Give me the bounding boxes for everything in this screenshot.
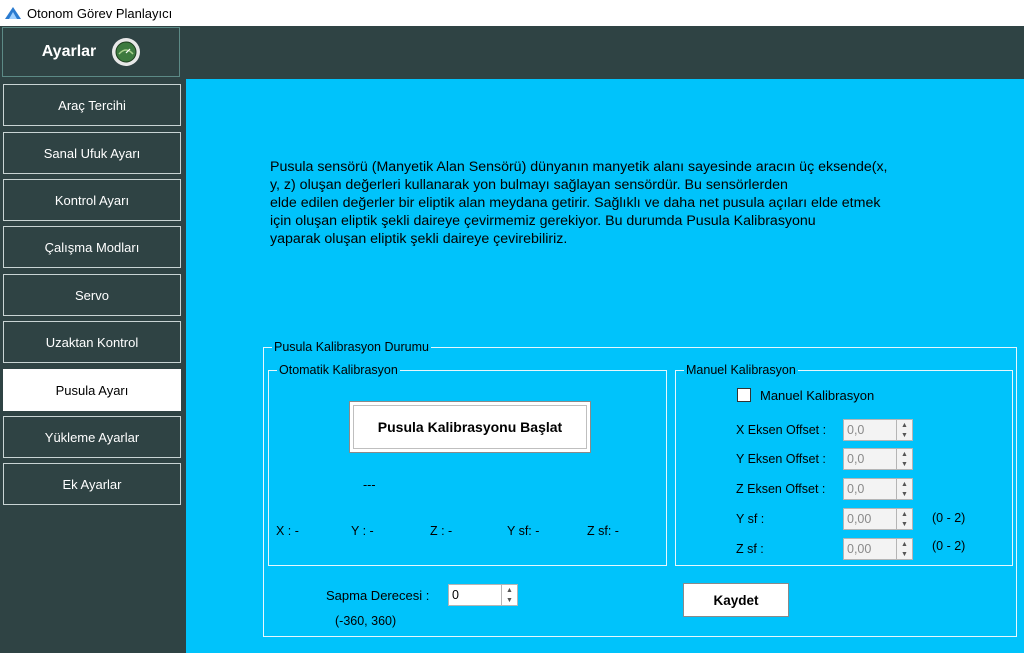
- settings-header: [2, 27, 180, 77]
- spinner-up-icon[interactable]: ▲: [506, 586, 513, 594]
- app-logo-icon: [4, 5, 22, 21]
- description-line: için oluşan eliptik şekli daireye çevirmemiz gerekiyor. Bu durumda Pusula Kalibrasyonu: [270, 213, 816, 229]
- z-offset-spinner[interactable]: [843, 478, 913, 500]
- description-line: Pusula sensörü (Manyetik Alan Sensörü) dünyanın manyetik alanı sayesinde aracın üç eksende(x,: [270, 159, 888, 175]
- sidebar-item-servo[interactable]: Servo: [3, 274, 181, 316]
- y-offset-label: Y Eksen Offset :: [736, 452, 826, 466]
- sidebar-item-uzaktan-kontrol[interactable]: Uzaktan Kontrol: [3, 321, 181, 363]
- zsf-range: (0 - 2): [932, 539, 966, 553]
- spinner-down-icon[interactable]: ▼: [901, 550, 908, 558]
- sidebar-item-calisma-modlari[interactable]: Çalışma Modları: [3, 226, 181, 268]
- calibration-status-group: [263, 340, 1017, 637]
- sidebar-item-pusula[interactable]: Pusula Ayarı: [3, 369, 181, 411]
- auto-calibration-group: [268, 363, 667, 566]
- zsf-label: Z sf :: [736, 542, 764, 556]
- save-button[interactable]: [683, 583, 789, 617]
- x-offset-value: 0,0: [847, 423, 865, 437]
- manual-calibration-checkbox-label: Manuel Kalibrasyon: [760, 388, 875, 403]
- spinner-up-icon[interactable]: ▲: [901, 450, 908, 458]
- z-offset-value: 0,0: [847, 482, 865, 496]
- sidebar-item-sanal-ufuk[interactable]: Sanal Ufuk Ayarı: [3, 132, 181, 174]
- zsf-spinner[interactable]: [843, 538, 913, 560]
- settings-title: Ayarlar: [41, 43, 97, 60]
- auto-calibration-legend: Otomatik Kalibrasyon: [279, 363, 398, 377]
- auto-z-value: Z : -: [430, 524, 453, 538]
- manual-calibration-checkbox[interactable]: [737, 388, 751, 402]
- description-line: elde edilen değerler bir eliptik alan meydana getirir. Sağlıklı ve daha net pusula açıları elde etmek: [270, 195, 881, 211]
- save-button-label: Kaydet: [713, 592, 759, 608]
- y-offset-value: 0,0: [847, 452, 865, 466]
- window-title: Otonom Görev Planlayıcı: [27, 5, 173, 21]
- spinner-up-icon[interactable]: ▲: [901, 421, 908, 429]
- spinner-down-icon[interactable]: ▼: [506, 596, 513, 604]
- deviation-value: 0: [452, 588, 459, 602]
- gauge-icon: [112, 38, 140, 66]
- spinner-down-icon[interactable]: ▼: [901, 520, 908, 528]
- ysf-label: Y sf :: [736, 512, 765, 526]
- spinner-down-icon[interactable]: ▼: [901, 490, 908, 498]
- manual-calibration-legend: Manuel Kalibrasyon: [686, 363, 796, 377]
- sidebar-item-kontrol[interactable]: Kontrol Ayarı: [3, 179, 181, 221]
- description-line: y, z) oluşan değerleri kullanarak yon bulmayı sağlayan sensördür. Bu sensörlerden: [270, 177, 788, 193]
- deviation-range: (-360, 360): [335, 614, 397, 628]
- ysf-range: (0 - 2): [932, 511, 966, 525]
- auto-x-value: X : -: [276, 524, 299, 538]
- main-panel: [186, 79, 1024, 653]
- deviation-spinner[interactable]: [448, 584, 518, 606]
- auto-ysf-value: Y sf: -: [507, 524, 540, 538]
- description-text: [270, 158, 1020, 248]
- sidebar-item-ek-ayarlar[interactable]: Ek Ayarlar: [3, 463, 181, 505]
- zsf-value: 0,00: [847, 542, 872, 556]
- auto-y-value: Y : -: [351, 524, 374, 538]
- start-calibration-button[interactable]: [349, 401, 591, 453]
- spinner-down-icon[interactable]: ▼: [901, 460, 908, 468]
- calibration-status-text: ---: [363, 478, 376, 492]
- sidebar: [0, 79, 186, 653]
- auto-zsf-value: Z sf: -: [587, 524, 619, 538]
- spinner-up-icon[interactable]: ▲: [901, 540, 908, 548]
- start-calibration-label: Pusula Kalibrasyonu Başlat: [377, 419, 563, 435]
- description-line: yaparak oluşan eliptik şekli daireye çevirebiliriz.: [270, 231, 568, 247]
- ysf-spinner[interactable]: [843, 508, 913, 530]
- spinner-down-icon[interactable]: ▼: [901, 431, 908, 439]
- deviation-label: Sapma Derecesi :: [326, 588, 430, 603]
- spinner-up-icon[interactable]: ▲: [901, 480, 908, 488]
- window-titlebar: [0, 0, 1024, 26]
- manual-calibration-group: [675, 363, 1013, 566]
- ysf-value: 0,00: [847, 512, 872, 526]
- sidebar-item-arac-tercihi[interactable]: Araç Tercihi: [3, 84, 181, 126]
- x-offset-spinner[interactable]: [843, 419, 913, 441]
- spinner-up-icon[interactable]: ▲: [901, 510, 908, 518]
- y-offset-spinner[interactable]: [843, 448, 913, 470]
- x-offset-label: X Eksen Offset :: [736, 423, 827, 437]
- sidebar-item-yukleme[interactable]: Yükleme Ayarlar: [3, 416, 181, 458]
- z-offset-label: Z Eksen Offset :: [736, 482, 826, 496]
- calibration-status-legend: Pusula Kalibrasyon Durumu: [274, 340, 429, 354]
